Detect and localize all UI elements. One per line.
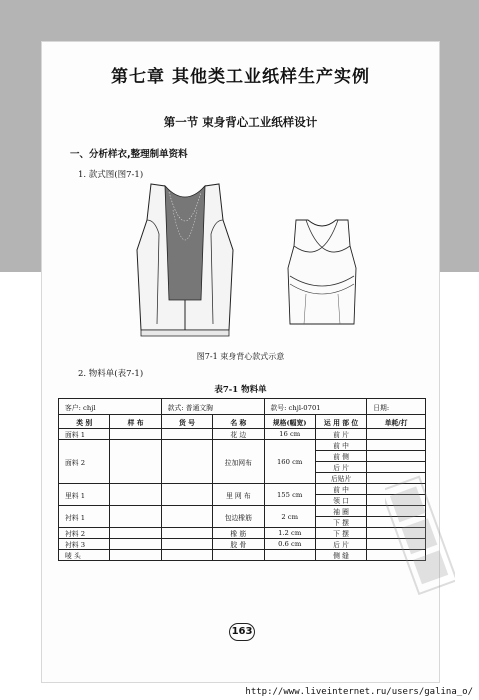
usage-cell: 前 中 [315,484,366,495]
header-goods-no: 货 号 [161,415,212,429]
table-caption: 表7-1 物料单 [214,385,267,395]
goods-cell [161,429,212,440]
unit-cell [367,440,426,451]
category-cell: 衬料 3 [59,539,110,550]
usage-cell: 后贴片 [315,473,366,484]
date-cell: 日期: [367,399,426,415]
table-row [59,440,426,451]
name-cell: 里 网 布 [213,484,264,506]
header-sample: 样 布 [110,415,161,429]
goods-cell [161,539,212,550]
table-row [59,539,426,550]
back-vest-drawing [282,216,362,332]
table-row [59,550,426,561]
spec-cell: 16 cm [264,429,315,440]
table-row [59,429,426,440]
usage-cell: 袖 圈 [315,506,366,517]
spec-cell: 1.2 cm [264,528,315,539]
spec-cell: 0.6 cm [264,539,315,550]
page-number: 163 [229,623,255,641]
sample-cell [110,484,161,506]
material-table [58,398,426,561]
spec-cell [264,550,315,561]
sample-cell [110,539,161,550]
section-title: 第一节 束身背心工业纸样设计 [163,115,318,129]
item-style-drawing: 1. 款式图(图7-1) [78,170,144,180]
usage-cell: 领 口 [315,495,366,506]
watermark-stamp [385,470,455,600]
spec-cell: 2 cm [264,506,315,528]
name-cell: 橡 筋 [213,528,264,539]
category-cell: 里料 1 [59,484,110,506]
header-row [59,415,426,429]
book-page [42,42,439,682]
name-cell: 花 边 [213,429,264,440]
header-category: 类 别 [59,415,110,429]
spec-cell: 160 cm [264,440,315,484]
goods-cell [161,440,212,484]
unit-cell [367,451,426,462]
usage-cell: 前 侧 [315,451,366,462]
category-cell: 衬料 1 [59,506,110,528]
sample-cell [110,440,161,484]
table-row [59,506,426,517]
usage-cell: 下 摆 [315,517,366,528]
sample-cell [110,429,161,440]
usage-cell: 侧 缝 [315,550,366,561]
style-cell: 款式: 普通文胸 [161,399,264,415]
usage-cell: 前 中 [315,440,366,451]
usage-cell: 后 片 [315,539,366,550]
header-unit: 单耗/打 [367,415,426,429]
category-cell: 衬料 2 [59,528,110,539]
category-cell: 面料 2 [59,440,110,484]
item-material-list: 2. 物料单(表7-1) [78,369,144,379]
style-no-cell: 款号: chjl-0701 [264,399,367,415]
figure-caption: 图7-1 束身背心款式示意 [196,352,285,361]
sample-cell [110,506,161,528]
header-name: 名 称 [213,415,264,429]
goods-cell [161,550,212,561]
usage-cell: 前 片 [315,429,366,440]
table-row [59,528,426,539]
customer-cell: 客户: chjl [59,399,162,415]
sample-cell [110,550,161,561]
table-row [59,484,426,495]
name-cell: 拉加网布 [213,440,264,484]
front-vest-drawing [125,180,245,348]
spec-cell: 155 cm [264,484,315,506]
category-cell: 面料 1 [59,429,110,440]
category-cell: 唛 头 [59,550,110,561]
name-cell: 包边橡筋 [213,506,264,528]
heading-analyze-sample: 一、分析样衣,整理制单资料 [70,149,188,160]
goods-cell [161,484,212,506]
chapter-title: 第七章 其他类工业纸样生产实例 [111,67,370,87]
goods-cell [161,506,212,528]
info-row [59,399,426,415]
name-cell: 胶 骨 [213,539,264,550]
sample-cell [110,528,161,539]
header-spec: 规格(幅宽) [264,415,315,429]
footer-url[interactable]: http://www.liveinternet.ru/users/galina_o/ [245,687,473,697]
header-usage: 运 用 部 位 [315,415,366,429]
usage-cell: 后 片 [315,462,366,473]
name-cell [213,550,264,561]
unit-cell [367,429,426,440]
goods-cell [161,528,212,539]
usage-cell: 下 摆 [315,528,366,539]
